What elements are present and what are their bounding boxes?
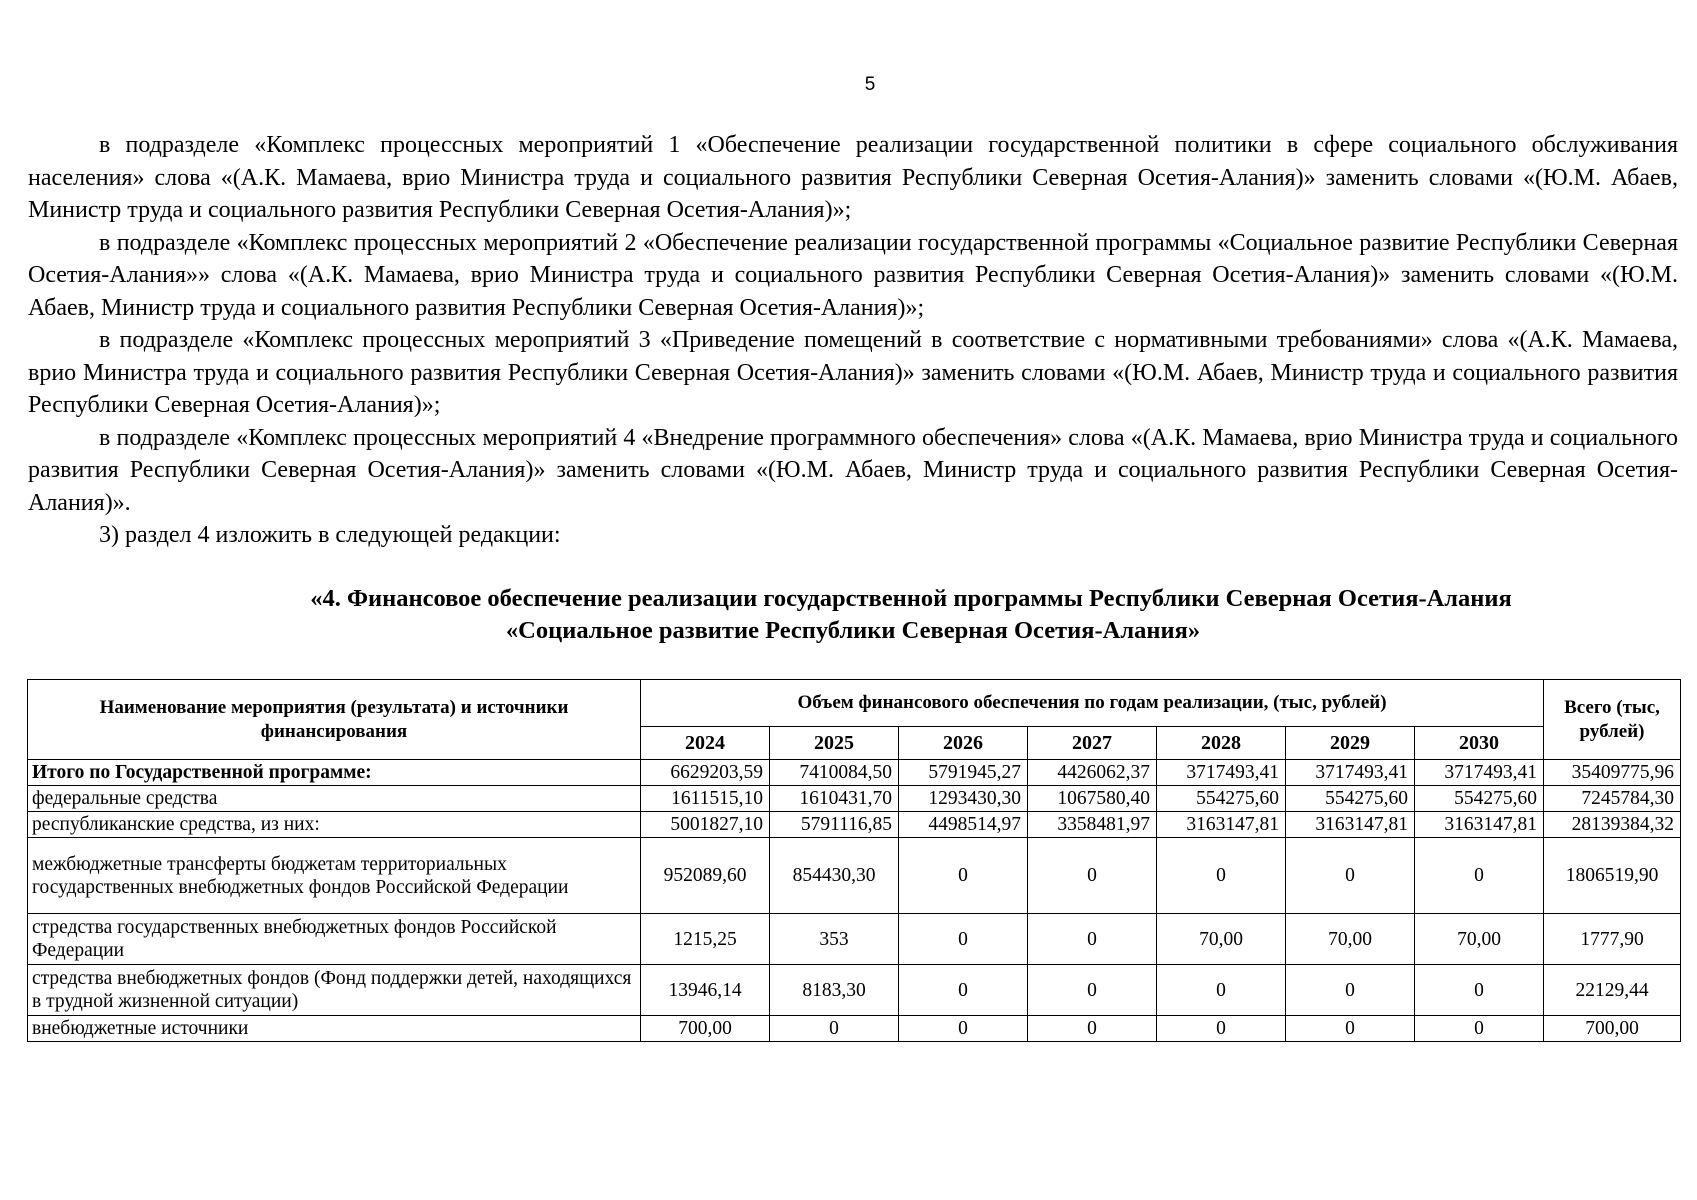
header-volume: Объем финансового обеспечения по годам реализации, (тыс, рублей) — [641, 680, 1544, 727]
cell-value: 0 — [1286, 838, 1415, 914]
cell-value: 0 — [1157, 965, 1286, 1016]
cell-value: 7410084,50 — [770, 760, 899, 786]
paragraph-item-3: 3) раздел 4 изложить в следующей редакции: — [99, 522, 561, 548]
cell-value: 0 — [1415, 965, 1544, 1016]
cell-value: 554275,60 — [1157, 786, 1286, 812]
cell-value: 1067580,40 — [1028, 786, 1157, 812]
row-name: республиканские средства, из них: — [28, 812, 641, 838]
cell-value: 6629203,59 — [641, 760, 770, 786]
cell-value: 554275,60 — [1286, 786, 1415, 812]
paragraph: в подразделе «Комплекс процессных мероприятий 3 «Приведение помещений в соответствие с нормативными требованиями» слова «(А.К. Мамаева, врио Министра труда и социального развития Республики Северная Осетия-Алания)» заменить словами «(Ю.М. Абаев, Министр труда и социального развития Республики Северная Осетия-Алания)»; — [28, 327, 1678, 418]
section-heading — [28, 583, 1678, 647]
cell-value: 3358481,97 — [1028, 812, 1157, 838]
cell-value: 13946,14 — [641, 965, 770, 1016]
cell-value: 0 — [1028, 914, 1157, 965]
cell-value: 70,00 — [1157, 914, 1286, 965]
cell-value: 0 — [1286, 965, 1415, 1016]
table-row — [28, 760, 1681, 786]
cell-value: 5001827,10 — [641, 812, 770, 838]
cell-total: 1777,90 — [1544, 914, 1681, 965]
row-name: внебюджетные источники — [28, 1016, 641, 1042]
paragraph: в подразделе «Комплекс процессных мероприятий 1 «Обеспечение реализации государственной политики в сфере социального обслуживания населения» слова «(А.К. Мамаева, врио Министра труда и социального развития Республики Северная Осетия-Алания)» заменить словами «(Ю.М. Абаев, Министр труда и социального развития Республики Северная Осетия-Алания)»; — [28, 132, 1678, 223]
year-header: 2027 — [1028, 727, 1157, 760]
cell-value: 854430,30 — [770, 838, 899, 914]
cell-value: 353 — [770, 914, 899, 965]
cell-value: 5791945,27 — [899, 760, 1028, 786]
cell-value: 3717493,41 — [1415, 760, 1544, 786]
cell-total: 7245784,30 — [1544, 786, 1681, 812]
cell-value: 4498514,97 — [899, 812, 1028, 838]
cell-value: 70,00 — [1286, 914, 1415, 965]
cell-value: 0 — [899, 914, 1028, 965]
cell-value: 70,00 — [1415, 914, 1544, 965]
cell-value: 952089,60 — [641, 838, 770, 914]
cell-value: 0 — [770, 1016, 899, 1042]
table-row — [28, 838, 1681, 914]
cell-value: 554275,60 — [1415, 786, 1544, 812]
cell-value: 0 — [1415, 838, 1544, 914]
cell-value: 0 — [1157, 1016, 1286, 1042]
cell-value: 0 — [1028, 1016, 1157, 1042]
cell-value: 3717493,41 — [1286, 760, 1415, 786]
page-number: 5 — [864, 74, 876, 95]
year-header: 2030 — [1415, 727, 1544, 760]
year-header: 2024 — [641, 727, 770, 760]
table-row — [28, 965, 1681, 1016]
cell-value: 0 — [1028, 838, 1157, 914]
row-name: Итого по Государственной программе: — [28, 760, 641, 786]
row-name: федеральные средства — [28, 786, 641, 812]
cell-total: 28139384,32 — [1544, 812, 1681, 838]
cell-value: 0 — [1157, 838, 1286, 914]
cell-total: 1806519,90 — [1544, 838, 1681, 914]
cell-value: 700,00 — [641, 1016, 770, 1042]
cell-value: 4426062,37 — [1028, 760, 1157, 786]
header-name: Наименование мероприятия (результата) и источники финансирования — [28, 680, 641, 760]
header-total: Всего (тыс, рублей) — [1544, 680, 1681, 760]
cell-total: 22129,44 — [1544, 965, 1681, 1016]
paragraph: в подразделе «Комплекс процессных мероприятий 4 «Внедрение программного обеспечения» слова «(А.К. Мамаева, врио Министра труда и социального развития Республики Северная Осетия-Алания)» заменить словами «(Ю.М. Абаев, Министр труда и социального развития Республики Северная Осетия-Алания)». — [28, 424, 1678, 516]
row-name: стредства государственных внебюджетных фондов Российской Федерации — [28, 914, 641, 965]
cell-value: 0 — [899, 965, 1028, 1016]
cell-value: 3163147,81 — [1157, 812, 1286, 838]
body-text — [28, 129, 1678, 552]
row-name: межбюджетные трансферты бюджетам территориальных государственных внебюджетных фондов Российской Федерации — [28, 838, 641, 914]
cell-value: 3163147,81 — [1286, 812, 1415, 838]
financing-table — [27, 679, 1681, 1042]
row-name: стредства внебюджетных фондов (Фонд поддержки детей, находящихся в трудной жизненной ситуации) — [28, 965, 641, 1016]
cell-value: 0 — [899, 1016, 1028, 1042]
table-row — [28, 1016, 1681, 1042]
paragraph: в подразделе «Комплекс процессных мероприятий 2 «Обеспечение реализации государственной программы «Социальное развитие Республики Северная Осетия-Алания»» слова «(А.К. Мамаева, врио Министра труда и социального развития Республики Северная Осетия-Алания)» заменить словами «(Ю.М. Абаев, Министр труда и социального развития Республики Северная Осетия-Алания)»; — [28, 229, 1678, 321]
table-row — [28, 786, 1681, 812]
cell-value: 8183,30 — [770, 965, 899, 1016]
year-header: 2028 — [1157, 727, 1286, 760]
cell-value: 0 — [1286, 1016, 1415, 1042]
cell-value: 3163147,81 — [1415, 812, 1544, 838]
cell-value: 3717493,41 — [1157, 760, 1286, 786]
heading-line-1: «4. Финансовое обеспечение реализации государственной программы Республики Северная Осетия-Алания — [310, 585, 1512, 612]
cell-value: 1293430,30 — [899, 786, 1028, 812]
year-header: 2026 — [899, 727, 1028, 760]
table-row — [28, 812, 1681, 838]
cell-total: 700,00 — [1544, 1016, 1681, 1042]
cell-value: 5791116,85 — [770, 812, 899, 838]
cell-total: 35409775,96 — [1544, 760, 1681, 786]
cell-value: 0 — [1415, 1016, 1544, 1042]
year-header: 2025 — [770, 727, 899, 760]
cell-value: 1611515,10 — [641, 786, 770, 812]
heading-line-2: «Социальное развитие Республики Северная Осетия-Алания» — [505, 617, 1201, 644]
cell-value: 0 — [899, 838, 1028, 914]
year-header: 2029 — [1286, 727, 1415, 760]
cell-value: 0 — [1028, 965, 1157, 1016]
cell-value: 1610431,70 — [770, 786, 899, 812]
table-row — [28, 914, 1681, 965]
cell-value: 1215,25 — [641, 914, 770, 965]
